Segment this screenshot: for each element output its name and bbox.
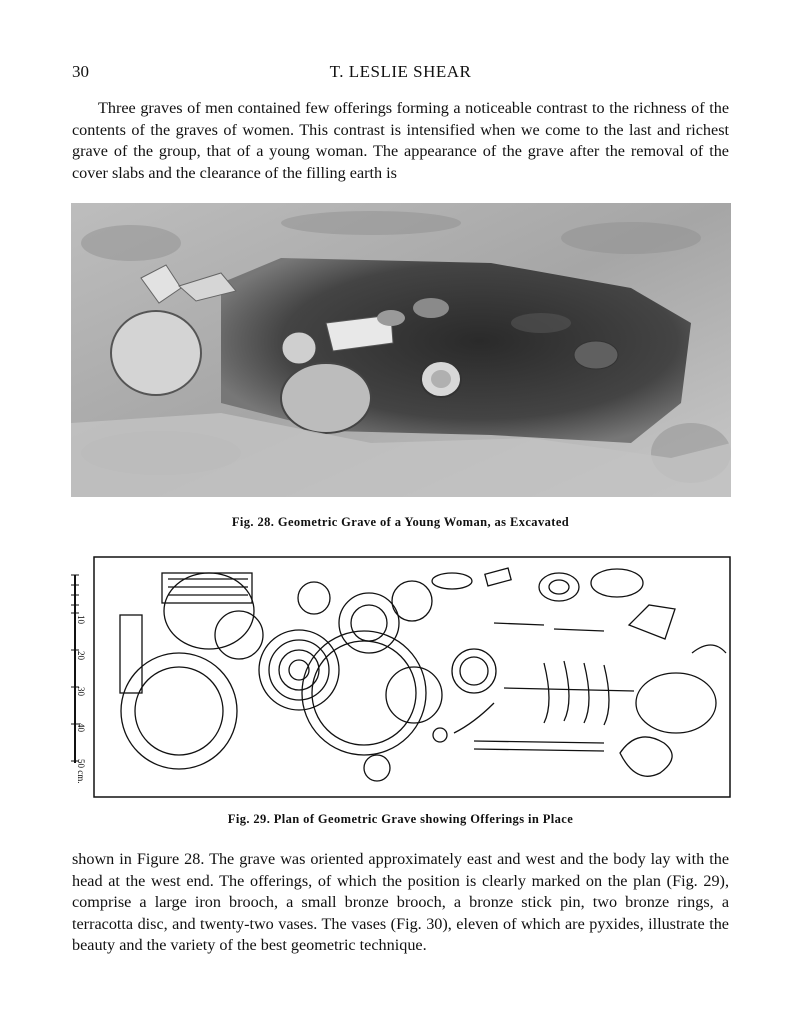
figure-29-caption: Fig. 29. Plan of Geometric Grave showing Offerings in Place xyxy=(227,812,574,826)
skull xyxy=(636,673,716,733)
figure-28-caption: Fig. 28. Geometric Grave of a Young Woman, as Excavated xyxy=(231,515,570,529)
krater-fragment xyxy=(121,653,237,769)
skeleton xyxy=(454,623,716,751)
paragraph-continued: shown in Figure 28. The grave was oriented approximately east and west and the body lay with the head at the west end. The offerings, of which the position is clearly marked on the plan (Fig. 29), comprise a large iron brooch, a small bronze brooch, a bronze stick pin, two bronze rings, a terracotta disc, and twenty-two vases. The vases (Fig. 30), eleven of which are pyxides, illustrate the beauty and the variety of the best geometric technique. xyxy=(72,850,729,955)
scale-label-30: 30 xyxy=(76,687,86,696)
scale-label-20: 20 xyxy=(76,651,86,660)
figure-28-photograph xyxy=(71,203,731,497)
pyxis-concentric xyxy=(259,630,339,710)
disc xyxy=(539,573,579,601)
page-number: 30 xyxy=(72,62,89,81)
lekythos xyxy=(620,737,672,776)
running-head: T. LESLIE SHEAR xyxy=(329,62,472,81)
large-vase xyxy=(111,311,201,395)
page-header xyxy=(72,62,729,84)
figure-29-plan xyxy=(64,553,736,801)
scale-label-10: 10 xyxy=(76,615,86,624)
paragraph-intro: Three graves of men contained few offerings forming a noticeable contrast to the richness of the contents of the graves of women. This contrast is intensified when we come to the last and richest grave of the group, that of a young woman. The appearance of the grave after the removal of the cover slabs and the clearance of the filling earth is xyxy=(72,99,729,182)
scale-bar xyxy=(71,575,86,784)
scale-label-50: 50 cm. xyxy=(76,759,86,784)
scale-label-40: 40 xyxy=(76,723,86,732)
plate-large xyxy=(302,631,426,755)
broken-vase xyxy=(281,363,371,433)
ring-dish xyxy=(452,649,496,693)
